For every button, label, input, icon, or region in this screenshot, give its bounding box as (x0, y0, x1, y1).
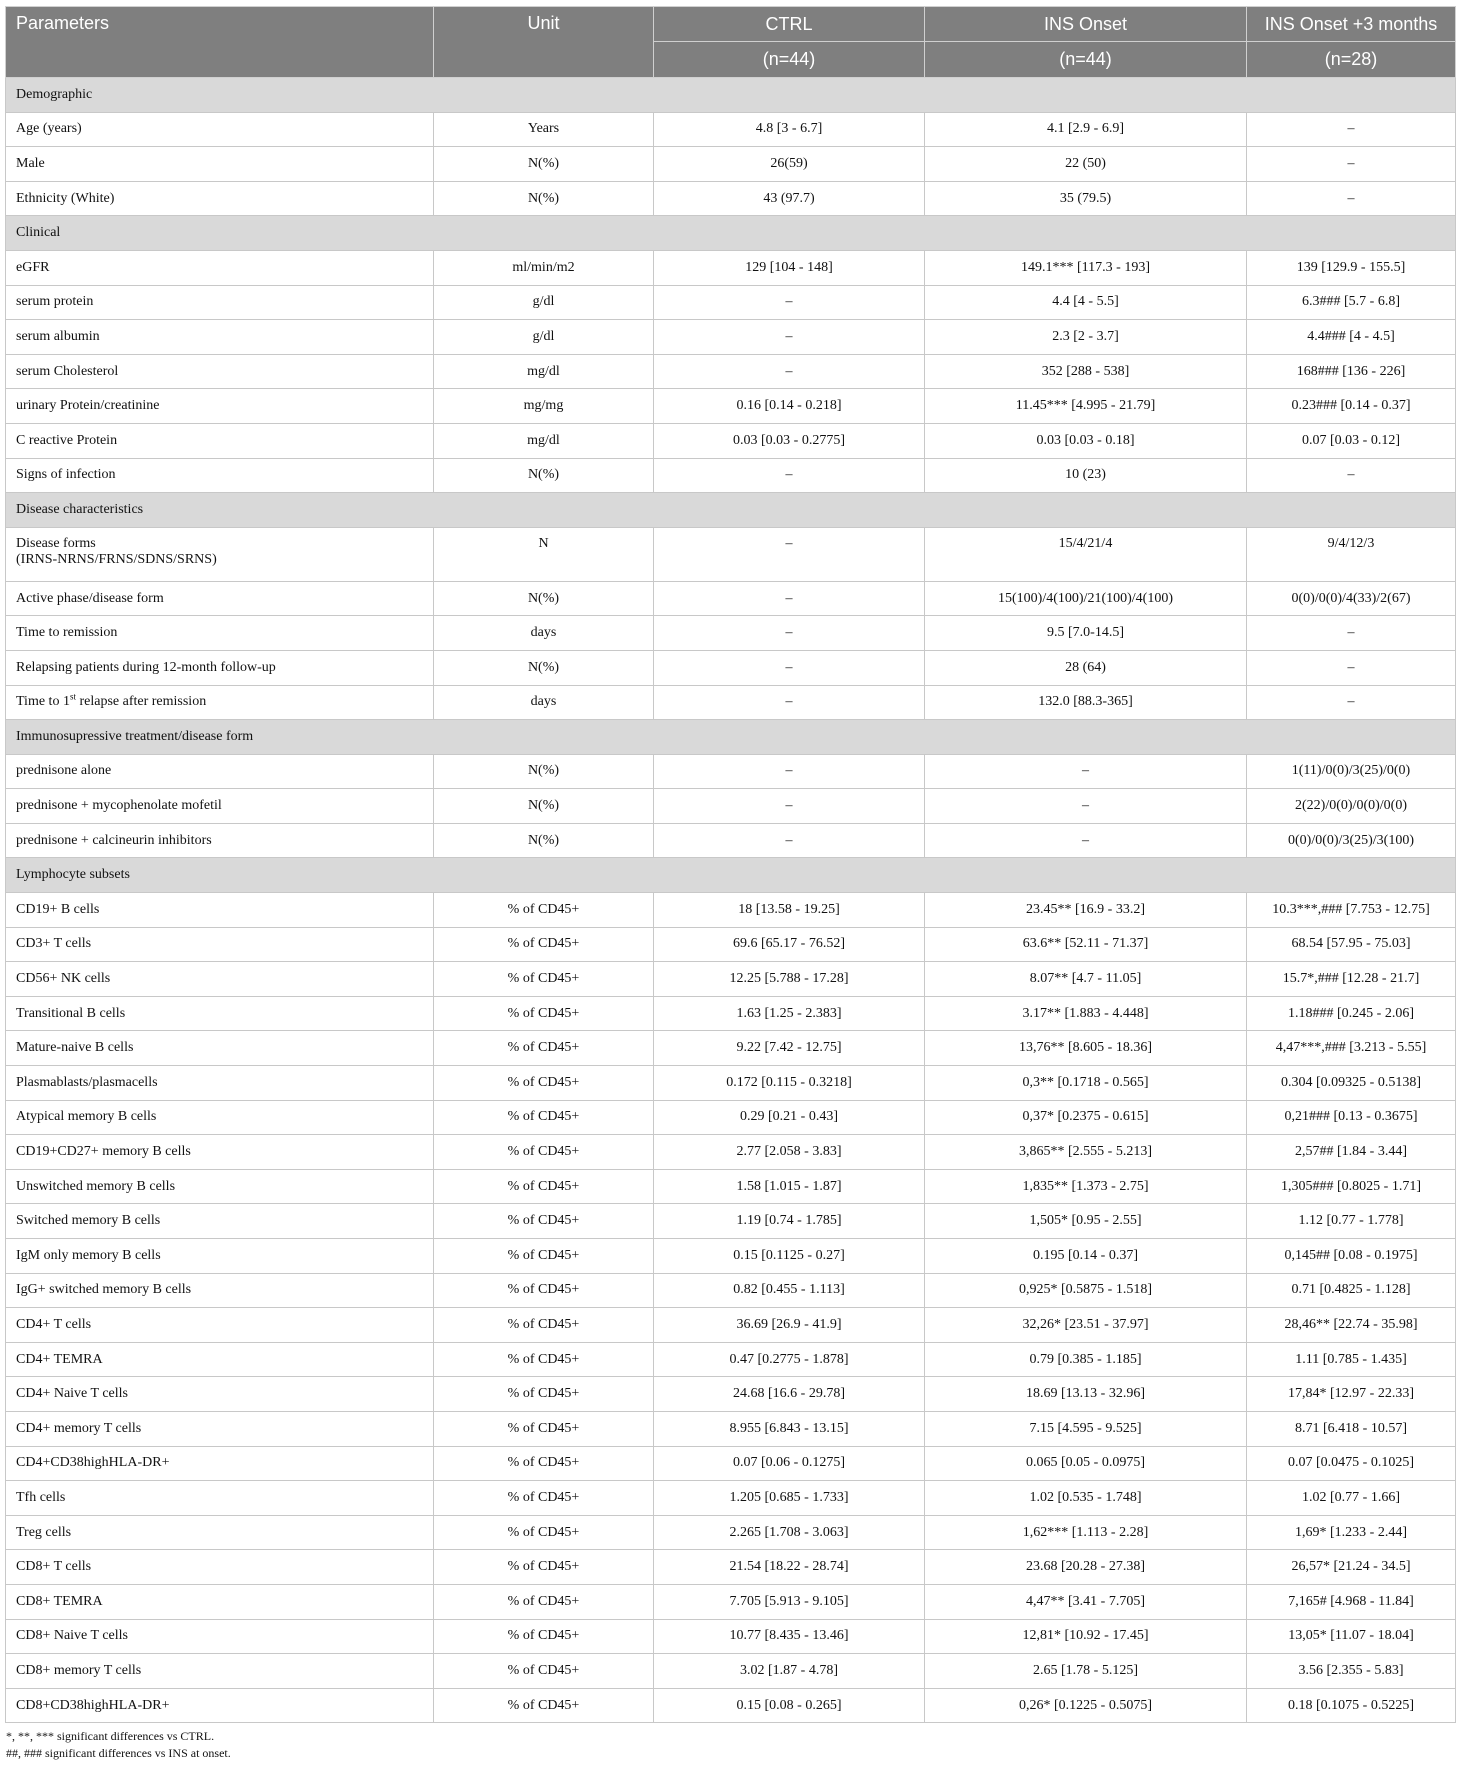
cell-ins-3months: 0.71 [0.4825 - 1.128] (1247, 1273, 1456, 1308)
cell-unit: N (434, 527, 654, 581)
cell-ctrl: – (654, 527, 925, 581)
cell-unit: % of CD45+ (434, 962, 654, 997)
table-row (6, 1411, 1456, 1446)
table-row (6, 1481, 1456, 1516)
cell-ins-3months: – (1247, 147, 1456, 182)
cell-ctrl: 4.8 [3 - 6.7] (654, 112, 925, 147)
cell-ins-onset: 10 (23) (925, 458, 1247, 493)
cell-parameter: CD4+ memory T cells (6, 1411, 434, 1446)
cell-ins-onset: 4.4 [4 - 5.5] (925, 285, 1247, 320)
cell-ins-onset: 0.065 [0.05 - 0.0975] (925, 1446, 1247, 1481)
cell-parameter: prednisone + calcineurin inhibitors (6, 823, 434, 858)
cell-parameter: Switched memory B cells (6, 1204, 434, 1239)
parameter-label: Time to 1 (16, 694, 70, 710)
cell-ins-3months: 0.23### [0.14 - 0.37] (1247, 389, 1456, 424)
cell-ins-onset: 35 (79.5) (925, 181, 1247, 216)
cell-ctrl: 0.47 [0.2775 - 1.878] (654, 1342, 925, 1377)
cell-ins-3months: 68.54 [57.95 - 75.03] (1247, 927, 1456, 962)
cell-ctrl: 8.955 [6.843 - 13.15] (654, 1411, 925, 1446)
cell-ctrl: – (654, 823, 925, 858)
cell-ctrl: 2.77 [2.058 - 3.83] (654, 1135, 925, 1170)
cell-unit: % of CD45+ (434, 1515, 654, 1550)
header-row (6, 7, 1456, 42)
cell-unit: mg/dl (434, 354, 654, 389)
header-parameters: Parameters (6, 7, 434, 78)
cell-ins-3months: 0.07 [0.0475 - 0.1025] (1247, 1446, 1456, 1481)
cell-ins-onset: 15/4/21/4 (925, 527, 1247, 581)
table-row (6, 320, 1456, 355)
cell-ctrl: 24.68 [16.6 - 29.78] (654, 1377, 925, 1412)
table-row (6, 1066, 1456, 1101)
cell-parameter: Unswitched memory B cells (6, 1169, 434, 1204)
cell-ins-onset: 3.17** [1.883 - 4.448] (925, 996, 1247, 1031)
cell-parameter: serum Cholesterol (6, 354, 434, 389)
cell-ctrl: 0.15 [0.08 - 0.265] (654, 1688, 925, 1723)
cell-ins-onset: 0,26* [0.1225 - 0.5075] (925, 1688, 1247, 1723)
table-row (6, 458, 1456, 493)
cell-ins-onset: 0.195 [0.14 - 0.37] (925, 1239, 1247, 1274)
header-n-ins-onset: (n=44) (925, 42, 1247, 78)
cell-unit: % of CD45+ (434, 1481, 654, 1516)
cell-ins-3months: 2,57## [1.84 - 3.44] (1247, 1135, 1456, 1170)
cell-parameter: CD19+ B cells (6, 893, 434, 928)
table-row (6, 1377, 1456, 1412)
cell-ins-3months: 7,165# [4.968 - 11.84] (1247, 1584, 1456, 1619)
table-row (6, 1584, 1456, 1619)
table-row (6, 112, 1456, 147)
cell-unit: % of CD45+ (434, 1066, 654, 1101)
cell-ins-3months: 26,57* [21.24 - 34.5] (1247, 1550, 1456, 1585)
cell-ctrl: 10.77 [8.435 - 13.46] (654, 1619, 925, 1654)
table-row (6, 1688, 1456, 1723)
cell-ins-onset: 7.15 [4.595 - 9.525] (925, 1411, 1247, 1446)
cell-unit: mg/dl (434, 423, 654, 458)
cell-ctrl: 1.58 [1.015 - 1.87] (654, 1169, 925, 1204)
cell-ins-onset: 4,47** [3.41 - 7.705] (925, 1584, 1247, 1619)
cell-unit: % of CD45+ (434, 1446, 654, 1481)
cell-unit: % of CD45+ (434, 1169, 654, 1204)
cell-ins-3months: 139 [129.9 - 155.5] (1247, 250, 1456, 285)
cell-ins-onset: 28 (64) (925, 650, 1247, 685)
cell-ins-3months: 9/4/12/3 (1247, 527, 1456, 581)
cell-parameter: Treg cells (6, 1515, 434, 1550)
cell-unit: N(%) (434, 823, 654, 858)
cell-ctrl: 0.29 [0.21 - 0.43] (654, 1100, 925, 1135)
cell-parameter: prednisone + mycophenolate mofetil (6, 789, 434, 824)
table-row (6, 823, 1456, 858)
table-row (6, 1654, 1456, 1689)
cell-ins-3months: 28,46** [22.74 - 35.98] (1247, 1308, 1456, 1343)
cell-unit: N(%) (434, 181, 654, 216)
section-title: Demographic (6, 78, 1456, 113)
cell-ins-3months: 1.12 [0.77 - 1.778] (1247, 1204, 1456, 1239)
table-row (6, 285, 1456, 320)
cell-ins-onset: 22 (50) (925, 147, 1247, 182)
cell-ins-3months: 1.18### [0.245 - 2.06] (1247, 996, 1456, 1031)
cell-ctrl: 26(59) (654, 147, 925, 182)
cell-ins-3months: 1.02 [0.77 - 1.66] (1247, 1481, 1456, 1516)
cell-ins-onset: 8.07** [4.7 - 11.05] (925, 962, 1247, 997)
cell-ctrl: 43 (97.7) (654, 181, 925, 216)
cell-parameter: Mature-naive B cells (6, 1031, 434, 1066)
superscript: st (69, 691, 76, 702)
cell-ins-3months: 1.11 [0.785 - 1.435] (1247, 1342, 1456, 1377)
cell-parameter: Male (6, 147, 434, 182)
cell-ins-onset: 132.0 [88.3-365] (925, 685, 1247, 720)
cell-ctrl: – (654, 754, 925, 789)
cell-ins-onset: – (925, 823, 1247, 858)
cell-parameter: CD19+CD27+ memory B cells (6, 1135, 434, 1170)
cell-ctrl: 0.15 [0.1125 - 0.27] (654, 1239, 925, 1274)
cell-unit: % of CD45+ (434, 1550, 654, 1585)
cell-ctrl: 3.02 [1.87 - 4.78] (654, 1654, 925, 1689)
parameter-label-rest: relapse after remission (75, 694, 207, 710)
table-row (6, 962, 1456, 997)
cell-parameter: IgM only memory B cells (6, 1239, 434, 1274)
cell-parameter: CD8+CD38highHLA-DR+ (6, 1688, 434, 1723)
cell-ctrl: 129 [104 - 148] (654, 250, 925, 285)
cell-ins-onset: 4.1 [2.9 - 6.9] (925, 112, 1247, 147)
header-n-ctrl: (n=44) (654, 42, 925, 78)
cell-unit: % of CD45+ (434, 1619, 654, 1654)
table-row (6, 354, 1456, 389)
table-row (6, 1135, 1456, 1170)
table-row (6, 1204, 1456, 1239)
cell-parameter: Signs of infection (6, 458, 434, 493)
header-unit: Unit (434, 7, 654, 78)
cell-unit: % of CD45+ (434, 996, 654, 1031)
cell-unit: % of CD45+ (434, 1584, 654, 1619)
cell-ctrl: – (654, 789, 925, 824)
cell-parameter: CD4+ Naive T cells (6, 1377, 434, 1412)
cell-unit: N(%) (434, 650, 654, 685)
cell-unit: % of CD45+ (434, 1342, 654, 1377)
cell-unit: % of CD45+ (434, 927, 654, 962)
cell-ins-3months: 0.07 [0.03 - 0.12] (1247, 423, 1456, 458)
section-row (6, 493, 1456, 528)
cell-ins-3months: 168### [136 - 226] (1247, 354, 1456, 389)
table-row (6, 1515, 1456, 1550)
cell-ins-3months: 2(22)/0(0)/0(0)/0(0) (1247, 789, 1456, 824)
cell-ins-onset: 0,37* [0.2375 - 0.615] (925, 1100, 1247, 1135)
table-row (6, 1550, 1456, 1585)
table-row (6, 789, 1456, 824)
cell-ctrl: 7.705 [5.913 - 9.105] (654, 1584, 925, 1619)
cell-ins-onset: 12,81* [10.92 - 17.45] (925, 1619, 1247, 1654)
cell-ins-onset: 149.1*** [117.3 - 193] (925, 250, 1247, 285)
cell-ins-onset: 1,505* [0.95 - 2.55] (925, 1204, 1247, 1239)
cell-ins-3months: 3.56 [2.355 - 5.83] (1247, 1654, 1456, 1689)
table-row (6, 685, 1456, 720)
cell-ins-onset: 13,76** [8.605 - 18.36] (925, 1031, 1247, 1066)
table-row (6, 616, 1456, 651)
cell-ins-3months: – (1247, 616, 1456, 651)
cell-unit: % of CD45+ (434, 1688, 654, 1723)
table-row (6, 996, 1456, 1031)
cell-unit: g/dl (434, 320, 654, 355)
table-row (6, 1169, 1456, 1204)
cell-ctrl: – (654, 354, 925, 389)
table-row (6, 581, 1456, 616)
table-row (6, 1446, 1456, 1481)
cell-parameter: Age (years) (6, 112, 434, 147)
cell-ins-3months: 4,47***,### [3.213 - 5.55] (1247, 1031, 1456, 1066)
cell-ins-3months: 0(0)/0(0)/3(25)/3(100) (1247, 823, 1456, 858)
cell-ins-3months: 10.3***,### [7.753 - 12.75] (1247, 893, 1456, 928)
cell-unit: days (434, 685, 654, 720)
cell-parameter: Transitional B cells (6, 996, 434, 1031)
cell-ins-3months: – (1247, 650, 1456, 685)
cell-parameter: eGFR (6, 250, 434, 285)
cell-ctrl: – (654, 616, 925, 651)
cell-ins-3months: 1,305### [0.8025 - 1.71] (1247, 1169, 1456, 1204)
table-row (6, 389, 1456, 424)
parameter-sublabel: (IRNS-NRNS/FRNS/SDNS/SRNS) (16, 551, 217, 567)
cell-ins-onset: 1,62*** [1.113 - 2.28] (925, 1515, 1247, 1550)
cell-ctrl: – (654, 650, 925, 685)
cell-ctrl: 1.19 [0.74 - 1.785] (654, 1204, 925, 1239)
cell-parameter: Atypical memory B cells (6, 1100, 434, 1135)
cell-unit: % of CD45+ (434, 1377, 654, 1412)
table-container (5, 6, 1455, 1723)
cell-ins-3months: 4.4### [4 - 4.5] (1247, 320, 1456, 355)
cell-ctrl: 36.69 [26.9 - 41.9] (654, 1308, 925, 1343)
cell-ctrl: 0.172 [0.115 - 0.3218] (654, 1066, 925, 1101)
cell-ctrl: 0.03 [0.03 - 0.2775] (654, 423, 925, 458)
cell-ins-3months: – (1247, 181, 1456, 216)
data-table (5, 6, 1456, 1723)
cell-unit: N(%) (434, 581, 654, 616)
cell-ins-onset: 9.5 [7.0-14.5] (925, 616, 1247, 651)
cell-ins-onset: 2.65 [1.78 - 5.125] (925, 1654, 1247, 1689)
cell-ins-3months: 15.7*,### [12.28 - 21.7] (1247, 962, 1456, 997)
cell-parameter: CD3+ T cells (6, 927, 434, 962)
cell-ins-3months: 0.18 [0.1075 - 0.5225] (1247, 1688, 1456, 1723)
section-title: Lymphocyte subsets (6, 858, 1456, 893)
table-row (6, 147, 1456, 182)
cell-parameter: CD8+ Naive T cells (6, 1619, 434, 1654)
cell-parameter: CD4+ T cells (6, 1308, 434, 1343)
cell-ctrl: 1.63 [1.25 - 2.383] (654, 996, 925, 1031)
cell-ins-onset: 0,3** [0.1718 - 0.565] (925, 1066, 1247, 1101)
cell-unit: N(%) (434, 754, 654, 789)
header-ins-3months: INS Onset +3 months (1247, 7, 1456, 42)
cell-unit: % of CD45+ (434, 1654, 654, 1689)
cell-ctrl: 0.07 [0.06 - 0.1275] (654, 1446, 925, 1481)
header-ins-onset: INS Onset (925, 7, 1247, 42)
table-row (6, 1619, 1456, 1654)
cell-unit: mg/mg (434, 389, 654, 424)
cell-ins-3months: 13,05* [11.07 - 18.04] (1247, 1619, 1456, 1654)
section-row (6, 78, 1456, 113)
cell-parameter: Active phase/disease form (6, 581, 434, 616)
cell-ins-onset: 15(100)/4(100)/21(100)/4(100) (925, 581, 1247, 616)
table-row (6, 927, 1456, 962)
table-row (6, 423, 1456, 458)
table-header (6, 7, 1456, 78)
cell-ins-onset: 23.68 [20.28 - 27.38] (925, 1550, 1247, 1585)
table-row (6, 1100, 1456, 1135)
cell-unit: g/dl (434, 285, 654, 320)
cell-parameter: CD4+CD38highHLA-DR+ (6, 1446, 434, 1481)
cell-ins-onset: – (925, 789, 1247, 824)
cell-unit: % of CD45+ (434, 1204, 654, 1239)
footnotes (6, 1728, 231, 1762)
cell-parameter: Time to remission (6, 616, 434, 651)
cell-parameter: CD8+ T cells (6, 1550, 434, 1585)
cell-ctrl: 0.16 [0.14 - 0.218] (654, 389, 925, 424)
cell-ins-3months: – (1247, 685, 1456, 720)
cell-ins-onset: 1,835** [1.373 - 2.75] (925, 1169, 1247, 1204)
cell-ctrl: 0.82 [0.455 - 1.113] (654, 1273, 925, 1308)
cell-unit: Years (434, 112, 654, 147)
cell-ins-onset: 23.45** [16.9 - 33.2] (925, 893, 1247, 928)
cell-ctrl: 9.22 [7.42 - 12.75] (654, 1031, 925, 1066)
cell-ins-3months: 17,84* [12.97 - 22.33] (1247, 1377, 1456, 1412)
cell-ins-onset: – (925, 754, 1247, 789)
cell-parameter: Relapsing patients during 12-month follow-up (6, 650, 434, 685)
cell-ins-onset: 63.6** [52.11 - 71.37] (925, 927, 1247, 962)
parameter-label: Disease forms (16, 535, 96, 551)
cell-ins-3months: – (1247, 458, 1456, 493)
cell-unit: N(%) (434, 458, 654, 493)
cell-unit: % of CD45+ (434, 1100, 654, 1135)
header-n-ins-3months: (n=28) (1247, 42, 1456, 78)
cell-parameter: Plasmablasts/plasmacells (6, 1066, 434, 1101)
table-body (6, 78, 1456, 1723)
cell-unit: % of CD45+ (434, 1308, 654, 1343)
cell-ins-3months: 1(11)/0(0)/3(25)/0(0) (1247, 754, 1456, 789)
cell-ins-onset: 18.69 [13.13 - 32.96] (925, 1377, 1247, 1412)
table-row (6, 1239, 1456, 1274)
cell-unit: days (434, 616, 654, 651)
cell-ins-onset: 3,865** [2.555 - 5.213] (925, 1135, 1247, 1170)
cell-ctrl: 12.25 [5.788 - 17.28] (654, 962, 925, 997)
section-title: Immunosupressive treatment/disease form (6, 720, 1456, 755)
table-row (6, 650, 1456, 685)
cell-ctrl: 2.265 [1.708 - 3.063] (654, 1515, 925, 1550)
cell-ins-3months: – (1247, 112, 1456, 147)
table-row (6, 527, 1456, 581)
cell-ctrl: – (654, 685, 925, 720)
table-row (6, 1031, 1456, 1066)
cell-ins-3months: 0,21### [0.13 - 0.3675] (1247, 1100, 1456, 1135)
cell-ctrl: 18 [13.58 - 19.25] (654, 893, 925, 928)
cell-ctrl: – (654, 458, 925, 493)
footnote: ##, ### significant differences vs INS at onset. (6, 1746, 231, 1760)
cell-unit: N(%) (434, 147, 654, 182)
cell-parameter: CD8+ memory T cells (6, 1654, 434, 1689)
table-row (6, 754, 1456, 789)
cell-parameter: serum protein (6, 285, 434, 320)
cell-ins-3months: 0(0)/0(0)/4(33)/2(67) (1247, 581, 1456, 616)
cell-ctrl: – (654, 285, 925, 320)
cell-parameter: C reactive Protein (6, 423, 434, 458)
cell-ins-onset: 11.45*** [4.995 - 21.79] (925, 389, 1247, 424)
cell-ctrl: 1.205 [0.685 - 1.733] (654, 1481, 925, 1516)
cell-parameter: urinary Protein/creatinine (6, 389, 434, 424)
cell-ctrl: – (654, 320, 925, 355)
cell-ins-onset: 0.79 [0.385 - 1.185] (925, 1342, 1247, 1377)
cell-unit: ml/min/m2 (434, 250, 654, 285)
cell-ins-3months: 8.71 [6.418 - 10.57] (1247, 1411, 1456, 1446)
cell-unit: % of CD45+ (434, 1239, 654, 1274)
cell-ins-onset: 352 [288 - 538] (925, 354, 1247, 389)
cell-parameter (6, 527, 434, 581)
section-row (6, 720, 1456, 755)
cell-ins-onset: 0.03 [0.03 - 0.18] (925, 423, 1247, 458)
cell-ctrl: 21.54 [18.22 - 28.74] (654, 1550, 925, 1585)
section-title: Disease characteristics (6, 493, 1456, 528)
footnote: *, **, *** significant differences vs CTRL. (6, 1729, 215, 1743)
header-ctrl: CTRL (654, 7, 925, 42)
cell-parameter (6, 685, 434, 720)
cell-parameter: Ethnicity (White) (6, 181, 434, 216)
cell-ctrl: – (654, 581, 925, 616)
cell-unit: % of CD45+ (434, 1411, 654, 1446)
cell-unit: % of CD45+ (434, 1031, 654, 1066)
table-row (6, 250, 1456, 285)
cell-parameter: prednisone alone (6, 754, 434, 789)
cell-unit: N(%) (434, 789, 654, 824)
cell-ctrl: 69.6 [65.17 - 76.52] (654, 927, 925, 962)
cell-ins-3months: 0.304 [0.09325 - 0.5138] (1247, 1066, 1456, 1101)
cell-unit: % of CD45+ (434, 1135, 654, 1170)
table-row (6, 1308, 1456, 1343)
section-title: Clinical (6, 216, 1456, 251)
cell-parameter: IgG+ switched memory B cells (6, 1273, 434, 1308)
table-row (6, 181, 1456, 216)
table-row (6, 893, 1456, 928)
cell-ins-onset: 1.02 [0.535 - 1.748] (925, 1481, 1247, 1516)
cell-ins-onset: 0,925* [0.5875 - 1.518] (925, 1273, 1247, 1308)
cell-parameter: serum albumin (6, 320, 434, 355)
cell-ins-3months: 0,145## [0.08 - 0.1975] (1247, 1239, 1456, 1274)
cell-parameter: Tfh cells (6, 1481, 434, 1516)
section-row (6, 216, 1456, 251)
table-row (6, 1342, 1456, 1377)
cell-parameter: CD56+ NK cells (6, 962, 434, 997)
cell-ins-3months: 1,69* [1.233 - 2.44] (1247, 1515, 1456, 1550)
section-row (6, 858, 1456, 893)
cell-ins-3months: 6.3### [5.7 - 6.8] (1247, 285, 1456, 320)
cell-ins-onset: 2.3 [2 - 3.7] (925, 320, 1247, 355)
table-row (6, 1273, 1456, 1308)
cell-unit: % of CD45+ (434, 1273, 654, 1308)
cell-ins-onset: 32,26* [23.51 - 37.97] (925, 1308, 1247, 1343)
cell-unit: % of CD45+ (434, 893, 654, 928)
cell-parameter: CD8+ TEMRA (6, 1584, 434, 1619)
cell-parameter: CD4+ TEMRA (6, 1342, 434, 1377)
